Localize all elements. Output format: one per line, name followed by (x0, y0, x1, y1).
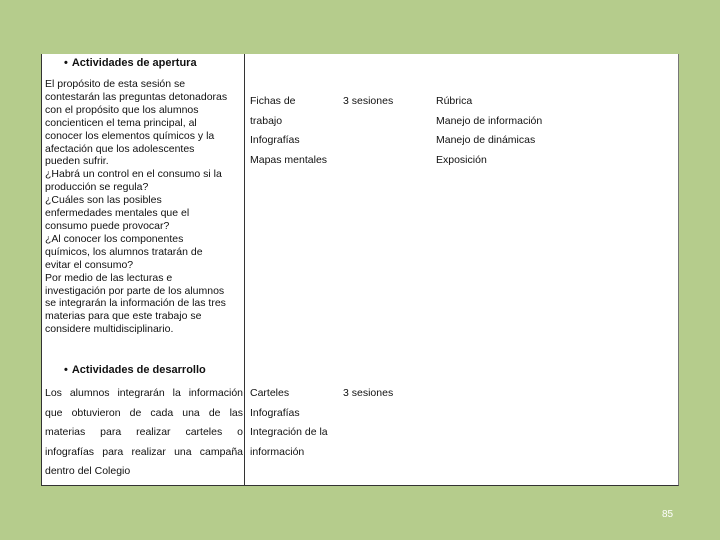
column-divider (244, 54, 245, 485)
development-description: Los alumnos integrarán la información que obtuvieron de cada una de las materias para realizar carteles o infografías para realizar una campaña dentro del Colegio (45, 387, 243, 477)
activity-table (41, 54, 679, 486)
opening-materials (250, 92, 327, 170)
development-heading (64, 364, 206, 376)
material-item: Infografías (250, 134, 300, 146)
material-item: trabajo (250, 114, 283, 127)
evaluation-item: Manejo de información (436, 114, 543, 127)
development-duration: 3 sesiones (343, 387, 394, 399)
material-item: Carteles (250, 387, 290, 399)
bullet-icon: • (64, 364, 68, 376)
opening-description: El propósito de esta sesión se contestarán las preguntas detonadoras con el propósito que los alumnos concienticen el tema principal, al conocer los elementos químicos y la afectación que los adolescentes pueden sufrir. ¿Habrá un control en el consumo si la producción se regula? ¿Cuáles son las posibles enfermedades mentales que el consumo puede provocar? ¿Al conocer los componentes químicos, los alumnos tratarán de evitar el consumo? Por medio de las lecturas e investigación por parte de los alumnos se integrarán la información de las tres materias para que este trabajo se considere multidisciplinario. (45, 78, 228, 336)
opening-heading (64, 57, 197, 69)
material-item: Infografías (250, 406, 300, 419)
evaluation-item: Exposición (436, 153, 487, 166)
development-title: Actividades de desarrollo (71, 364, 206, 376)
material-item: Integración de la (250, 426, 328, 438)
evaluation-item: Rúbrica (436, 95, 473, 107)
material-item: Fichas de (250, 95, 296, 107)
opening-evaluation (436, 92, 542, 170)
bullet-icon: • (64, 57, 68, 69)
material-item: Mapas mentales (250, 153, 328, 166)
opening-title: Actividades de apertura (71, 57, 197, 69)
development-materials (250, 384, 328, 462)
page-number: 85 (662, 509, 674, 520)
evaluation-item: Manejo de dinámicas (436, 134, 536, 146)
opening-duration: 3 sesiones (343, 95, 394, 107)
material-item: información (250, 445, 305, 458)
